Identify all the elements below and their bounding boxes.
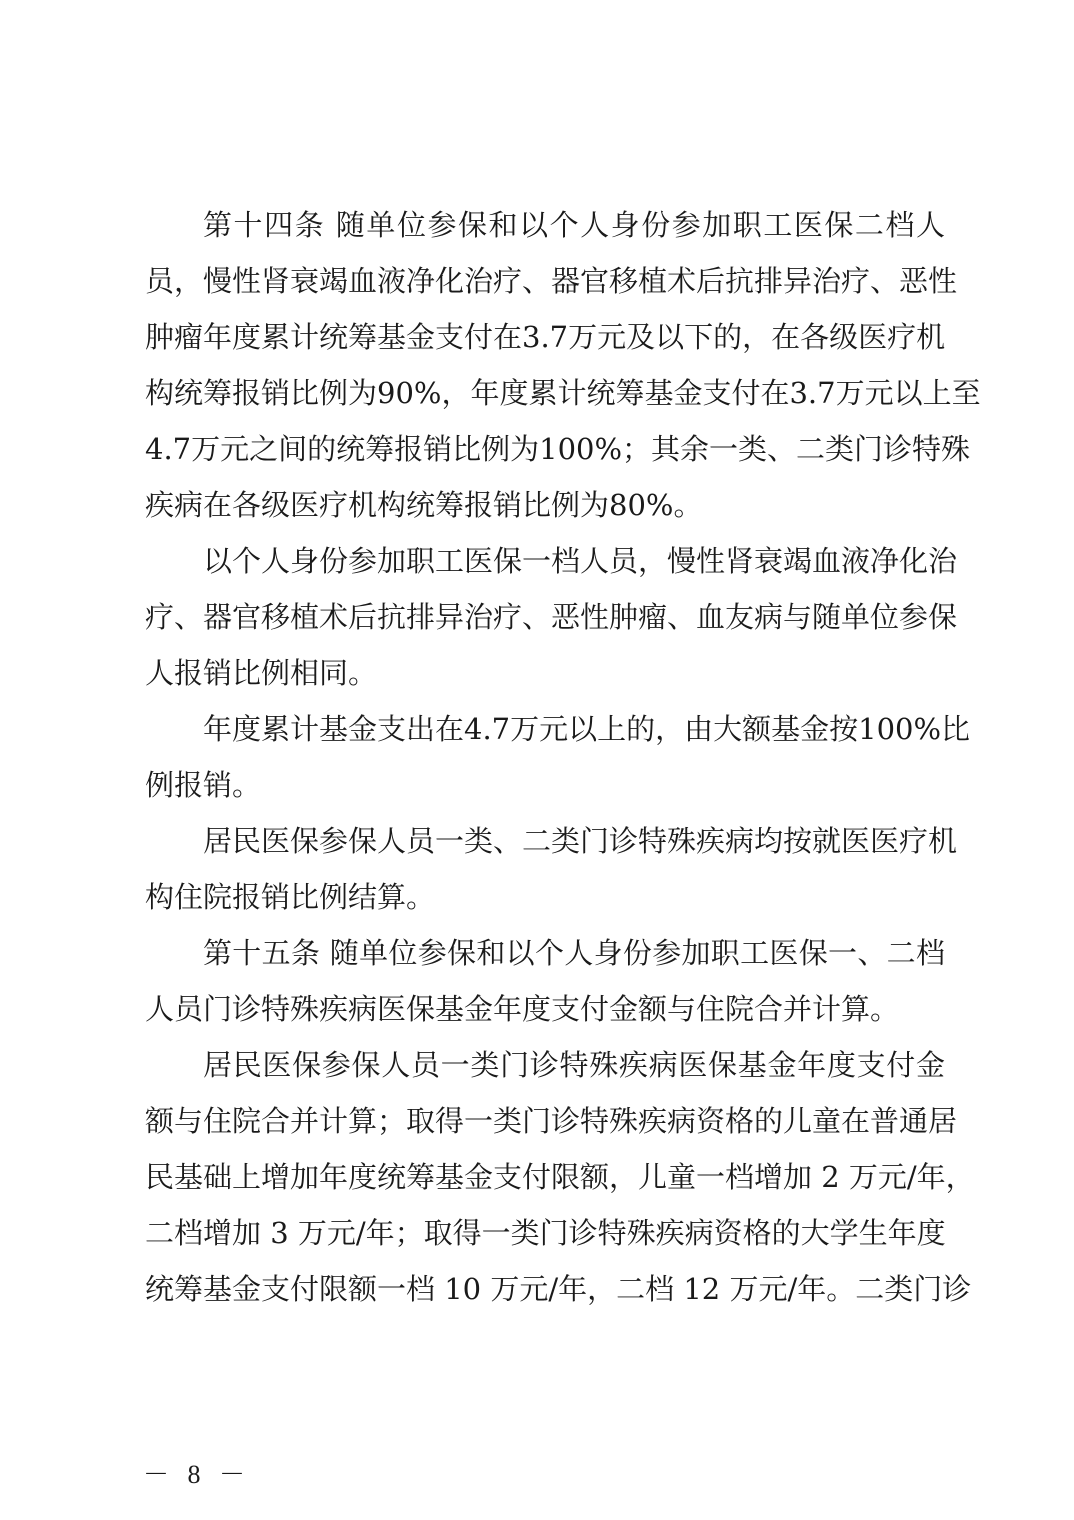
page-number: － 8 －: [143, 1460, 252, 1489]
text-line: 人员门诊特殊疾病医保基金年度支付金额与住院合并计算。: [145, 992, 900, 1026]
text-line: 疗、器官移植术后抗排异治疗、恶性肿瘤、血友病与随单位参保: [145, 600, 958, 634]
text-line: 构统筹报销比例为90%，年度累计统筹基金支付在3.7万元以上至: [145, 376, 981, 410]
text-line: 统筹基金支付限额一档 10 万元/年，二档 12 万元/年。二类门诊: [145, 1272, 972, 1306]
text-line: 二档增加 3 万元/年；取得一类门诊特殊疾病资格的大学生年度: [145, 1216, 946, 1250]
text-line: 第十五条 随单位参保和以个人身份参加职工医保一、二档: [203, 936, 945, 970]
text-line: 以个人身份参加职工医保一档人员，慢性肾衰竭血液净化治: [203, 544, 958, 578]
text-line: 肿瘤年度累计统筹基金支付在3.7万元及以下的，在各级医疗机: [145, 320, 946, 354]
text-line: 民基础上增加年度统筹基金支付限额，儿童一档增加 2 万元/年，: [145, 1160, 975, 1194]
text-line: 第十四条 随单位参保和以个人身份参加职工医保二档人: [203, 208, 945, 242]
text-line: 构住院报销比例结算。: [145, 880, 436, 914]
text-line: 例报销。: [145, 768, 262, 802]
text-line: 疾病在各级医疗机构统筹报销比例为80%。: [145, 488, 703, 522]
text-line: 4.7万元之间的统筹报销比例为100%；其余一类、二类门诊特殊: [145, 432, 971, 466]
text-line: 居民医保参保人员一类门诊特殊疾病医保基金年度支付金: [203, 1048, 945, 1082]
text-line: 年度累计基金支出在4.7万元以上的，由大额基金按100%比: [203, 712, 971, 746]
text-line: 居民医保参保人员一类、二类门诊特殊疾病均按就医医疗机: [203, 824, 958, 858]
text-line: 人报销比例相同。: [145, 656, 378, 690]
text-line: 额与住院合并计算；取得一类门诊特殊疾病资格的儿童在普通居: [145, 1104, 958, 1138]
text-line: 员，慢性肾衰竭血液净化治疗、器官移植术后抗排异治疗、恶性: [145, 264, 958, 298]
